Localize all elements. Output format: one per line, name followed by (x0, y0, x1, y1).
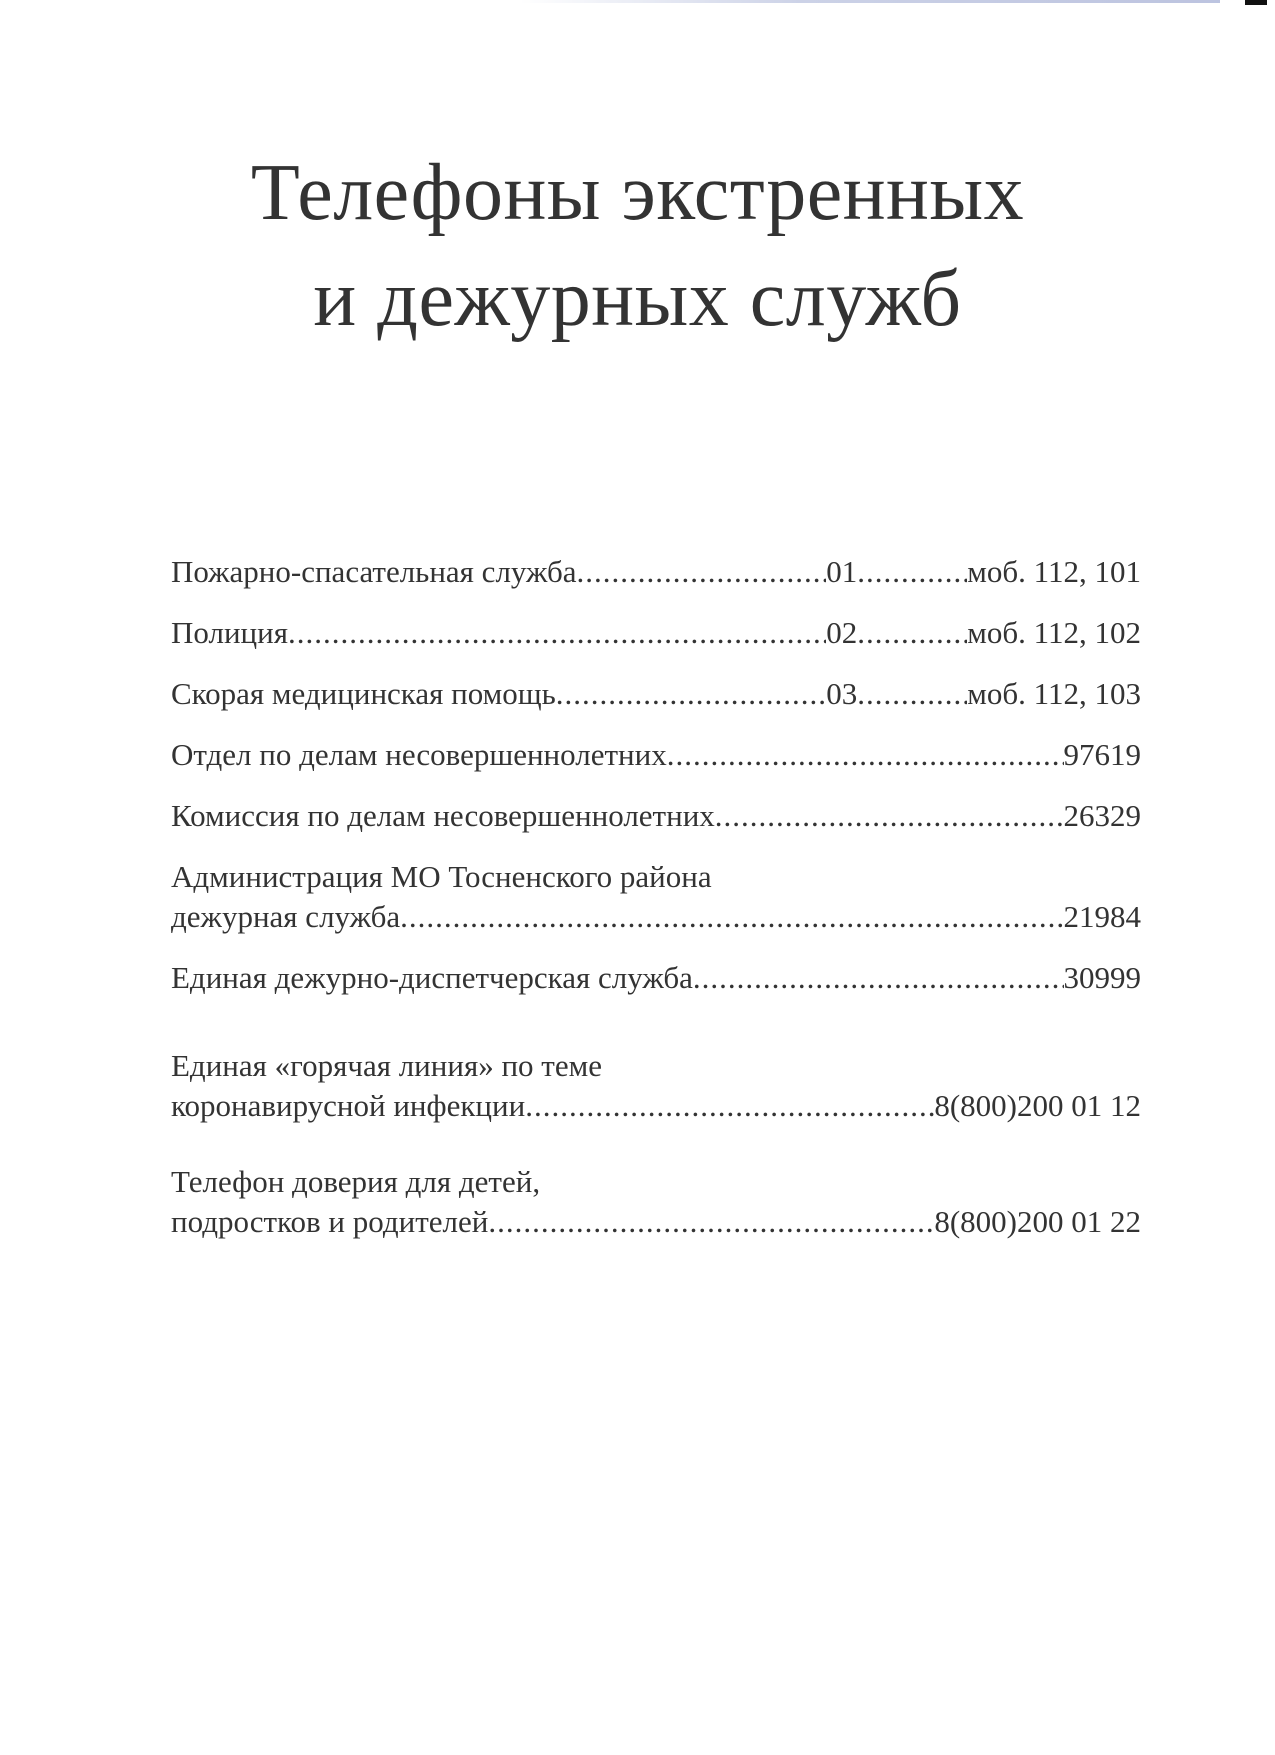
page-title-line-2: и дежурных служб (313, 255, 962, 343)
scan-edge (520, 0, 1220, 3)
entry-label: Телефон доверия для детей, (171, 1164, 541, 1199)
dot-leader (693, 958, 1064, 998)
phone-entry-fire (171, 552, 1141, 592)
phone-entry-administration (171, 857, 1141, 937)
entry-code: 02 (826, 615, 858, 650)
entry-mobile: моб. 112, 101 (967, 554, 1141, 589)
entry-label-continued: дежурная служба (171, 899, 401, 934)
entry-label: Пожарно-спасательная служба (171, 554, 577, 589)
phone-entry-juvenile-commission (171, 796, 1141, 836)
dot-leader (288, 613, 826, 653)
entry-label-continued: коронавирусной инфекции (171, 1088, 526, 1123)
entry-label: Отдел по делам несовершеннолетних (171, 737, 667, 772)
entry-phone: 97619 (1063, 737, 1141, 772)
phone-list (171, 552, 1141, 1242)
phone-entry-trust-line (171, 1162, 1141, 1242)
dot-leader (715, 796, 1064, 836)
dot-leader (857, 613, 967, 653)
dot-leader (577, 552, 827, 592)
entry-phone: 8(800)200 01 12 (934, 1088, 1141, 1123)
dot-leader (556, 674, 826, 714)
phone-entry-juvenile-department (171, 735, 1141, 775)
phone-entry-dispatch (171, 958, 1141, 998)
entry-phone: 8(800)200 01 22 (934, 1204, 1141, 1239)
entry-mobile: моб. 112, 102 (967, 615, 1141, 650)
entry-code: 01 (826, 554, 858, 589)
phone-entry-covid-hotline (171, 1046, 1141, 1126)
entry-phone: 26329 (1063, 798, 1141, 833)
dot-leader (857, 674, 967, 714)
scan-mark (1245, 0, 1267, 5)
entry-label: Единая дежурно-диспетчерская служба (171, 960, 693, 995)
dot-leader (857, 552, 967, 592)
phone-entry-ambulance (171, 674, 1141, 714)
entry-label: Скорая медицинская помощь (171, 676, 556, 711)
entry-label: Полиция (171, 615, 288, 650)
entry-label-continued: подростков и родителей (171, 1204, 489, 1239)
dot-leader (400, 897, 1063, 937)
dot-leader (488, 1202, 934, 1242)
page-title (0, 140, 1275, 352)
page-title-line-1: Телефоны экстренных (250, 149, 1025, 237)
entry-mobile: моб. 112, 103 (967, 676, 1141, 711)
entry-code: 03 (826, 676, 858, 711)
entry-label: Комиссия по делам несовершеннолетних (171, 798, 715, 833)
entry-phone: 30999 (1063, 960, 1141, 995)
dot-leader (667, 735, 1064, 775)
entry-label: Единая «горячая линия» по теме (171, 1048, 602, 1083)
entry-phone: 21984 (1063, 899, 1141, 934)
dot-leader (525, 1086, 934, 1126)
phone-entry-police (171, 613, 1141, 653)
entry-label: Администрация МО Тосненского района (171, 859, 712, 894)
